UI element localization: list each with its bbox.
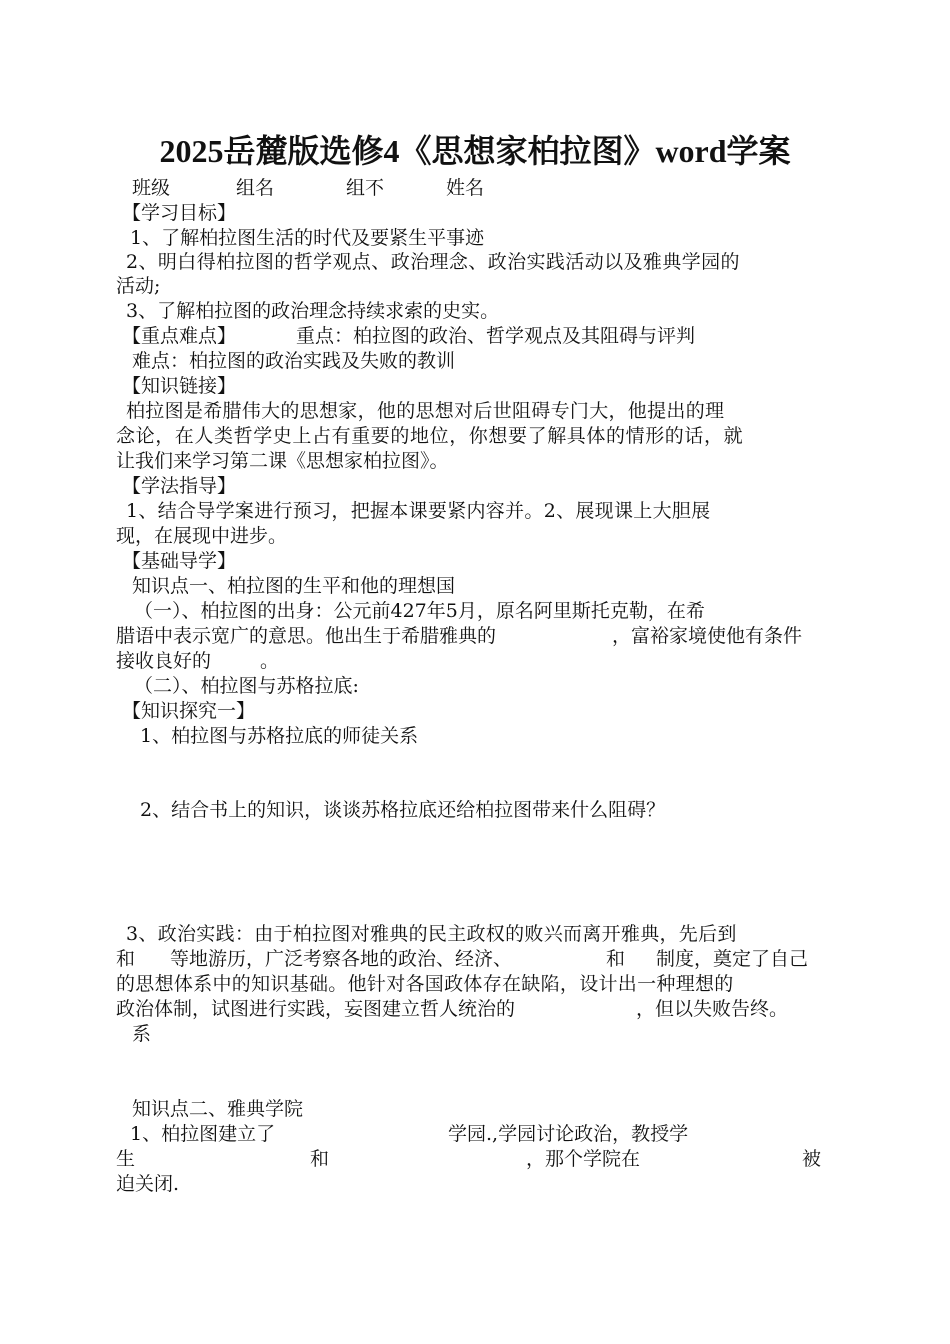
- academy-line-1-b: 学园.,学园讨论政治，教授学: [448, 1123, 689, 1145]
- difficulty-point: 难点：柏拉图的政治实践及失败的教训: [132, 350, 456, 372]
- practice-line-2: [116, 947, 834, 971]
- link-line-2: 念论，在人类哲学史上占有重要的地位，你想要了解具体的情形的话，就: [116, 425, 744, 447]
- practice-line-4-b: ，但以失败告终。: [636, 998, 789, 1020]
- method-line-2: 现，在展现中进步。: [116, 525, 288, 547]
- key-points-line: [122, 324, 840, 348]
- point-1-line-b: [116, 624, 834, 648]
- student-name-label: 姓名: [446, 177, 485, 199]
- point-1-line-c: [116, 649, 834, 673]
- key-point: 重点：柏拉图的政治、哲学观点及其阻碍与评判: [296, 325, 696, 347]
- link-line-1: 柏拉图是希腊伟大的思想家，他的思想对后世阻碍专门大，他提出的理: [126, 400, 725, 422]
- method-heading: 【学法指导】: [122, 475, 237, 497]
- explore-heading: 【知识探究一】: [122, 700, 256, 722]
- point-1-line-c-end: 。: [260, 650, 280, 672]
- objective-3: 3、了解柏拉图的政治理念持续求索的史实。: [126, 300, 500, 322]
- explore-question-2: 2、结合书上的知识，谈谈苏格拉底还给柏拉图带来什么阻碍？: [140, 799, 666, 821]
- point-1-line-a: （一）、柏拉图的出身：公元前427年5月，原名阿里斯托克勒，在希: [134, 600, 705, 622]
- objectives-heading: 【学习目标】: [122, 202, 237, 224]
- academy-line-2-d: 被: [802, 1148, 822, 1170]
- objective-2-line-2: 活动;: [116, 275, 161, 297]
- practice-line-1: 3、政治实践：由于柏拉图对雅典的民主政权的败兴而离开雅典，先后到: [126, 923, 737, 945]
- practice-line-4: [116, 997, 834, 1021]
- point-1-line-d: （二）、柏拉图与苏格拉底:: [134, 675, 359, 697]
- practice-line-4-a: 政治体制，试图进行实践，妄图建立哲人统治的: [116, 998, 516, 1020]
- point-1-line-c-text: 接收良好的: [116, 650, 212, 672]
- link-line-3: 让我们来学习第二课《思想家柏拉图》。: [116, 450, 449, 472]
- point-1-line-b-text: 腊语中表示宽广的意思。他出生于希腊雅典的: [116, 625, 497, 647]
- academy-line-3: 迫关闭.: [116, 1173, 180, 1195]
- academy-line-2-c: ，那个学院在: [526, 1148, 641, 1170]
- group-name-label: 组名: [236, 177, 275, 199]
- objective-2-line-1: 2、明白得柏拉图的哲学观点、政治理念、政治实践活动以及雅典学园的: [126, 251, 740, 273]
- point-1-line-b-rest: ，富裕家境使他有条件: [612, 625, 803, 647]
- group-no-label: 组不: [346, 177, 385, 199]
- point-1-title: 知识点一、柏拉图的生平和他的理想国: [132, 575, 456, 597]
- academy-line-1-a: 1、柏拉图建立了: [130, 1123, 276, 1145]
- document-title: 2025岳麓版选修4《思想家柏拉图》word学案: [159, 133, 791, 169]
- practice-line-2-a: 和: [116, 948, 136, 970]
- practice-line-5: 系: [132, 1023, 152, 1045]
- academy-line-2-a: 生: [116, 1148, 136, 1170]
- link-heading: 【知识链接】: [122, 375, 237, 397]
- practice-line-2-d: 制度，奠定了自己: [656, 948, 809, 970]
- practice-line-2-c: 和: [606, 948, 626, 970]
- class-label: 班级: [132, 177, 171, 199]
- point-2-title: 知识点二、雅典学院: [132, 1098, 304, 1120]
- academy-line-2-b: 和: [310, 1148, 330, 1170]
- explore-question-1: 1、柏拉图与苏格拉底的师徒关系: [140, 725, 419, 747]
- practice-line-3: 的思想体系中的知识基础。他针对各国政体存在缺陷，设计出一种理想的: [116, 973, 734, 995]
- method-line-1: 1、结合导学案进行预习，把握本课要紧内容并。2、展现课上大胆展: [126, 500, 711, 522]
- objective-1: 1、了解柏拉图生活的时代及要紧生平事迹: [130, 227, 485, 249]
- practice-line-2-b: 等地游历，广泛考察各地的政治、经济、: [170, 948, 513, 970]
- basic-heading: 【基础导学】: [122, 550, 237, 572]
- key-heading: 【重点难点】: [122, 325, 237, 347]
